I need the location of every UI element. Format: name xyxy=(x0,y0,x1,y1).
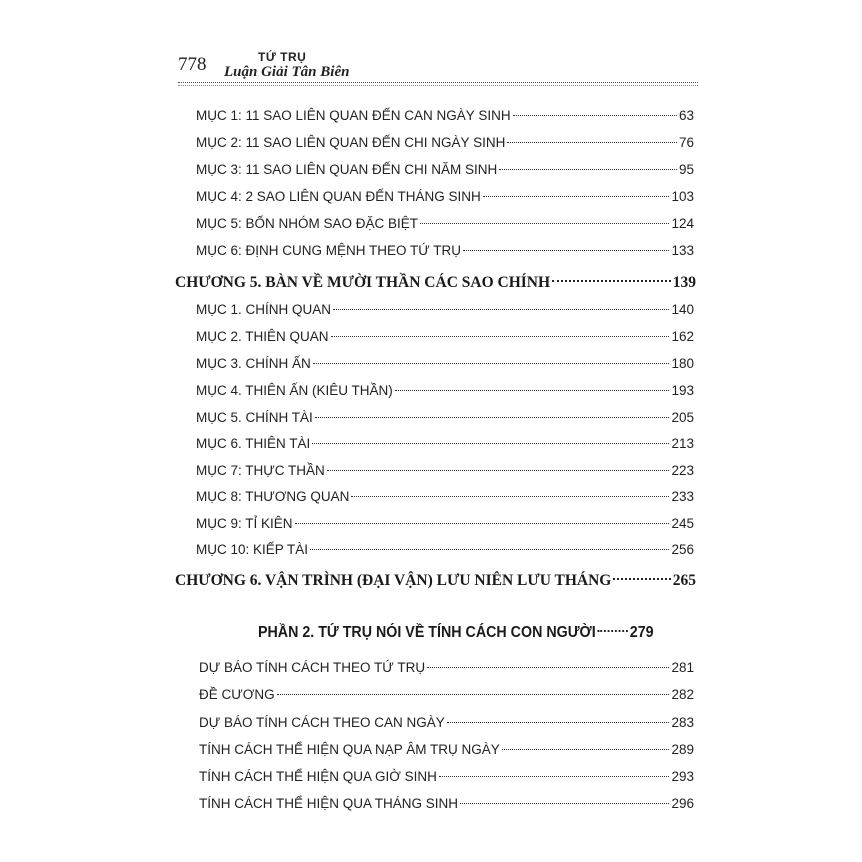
toc-entry-label: MỤC 1. CHÍNH QUAN xyxy=(196,302,332,317)
toc-dot-leader xyxy=(598,630,628,632)
toc-dot-leader xyxy=(351,496,669,497)
toc-entry-label: DỰ BÁO TÍNH CÁCH THEO CAN NGÀY xyxy=(199,715,445,730)
toc-entry xyxy=(199,792,694,816)
toc-dot-leader xyxy=(277,694,670,695)
toc-entry xyxy=(196,379,694,403)
toc-entry xyxy=(196,131,694,155)
toc-entry-page: 193 xyxy=(671,383,694,398)
toc-entry-label: MỤC 6. THIÊN TÀI xyxy=(196,436,311,451)
header-divider xyxy=(178,82,698,83)
toc-entry-page: 282 xyxy=(671,687,694,702)
toc-entry-page: 281 xyxy=(671,660,694,675)
toc-entry xyxy=(196,352,694,376)
toc-dot-leader xyxy=(499,169,677,170)
toc-entry xyxy=(199,711,694,735)
toc-dot-leader xyxy=(502,749,670,750)
toc-dot-leader xyxy=(315,417,670,418)
toc-entry-page: 256 xyxy=(671,542,694,557)
toc-entry-label: MỤC 2. THIÊN QUAN xyxy=(196,329,329,344)
toc-entry-page: 283 xyxy=(671,715,694,730)
toc-entry-label: MỤC 5: BỐN NHÓM SAO ĐẶC BIỆT xyxy=(196,216,419,231)
toc-dot-leader xyxy=(331,336,670,337)
book-title: TỨ TRỤ xyxy=(258,50,307,64)
toc-dot-leader xyxy=(295,523,670,524)
toc-entry-page: 296 xyxy=(671,796,694,811)
toc-entry-page: 205 xyxy=(671,410,694,425)
toc-dot-leader xyxy=(460,803,669,804)
toc-entry-label: MỤC 9: TỈ KIÊN xyxy=(196,516,293,531)
toc-entry-label: MỤC 4. THIÊN ẤN (KIÊU THẦN) xyxy=(196,383,393,398)
toc-dot-leader xyxy=(395,390,670,391)
toc-chapter-label: CHƯƠNG 6. VẬN TRÌNH (ĐẠI VẬN) LƯU NIÊN LƯU THÁNG xyxy=(175,572,612,589)
toc-dot-leader xyxy=(513,115,677,116)
toc-entry-label: MỤC 1: 11 SAO LIÊN QUAN ĐẾN CAN NGÀY SINH xyxy=(196,108,511,123)
toc-entry xyxy=(196,512,694,536)
toc-entry-page: 133 xyxy=(671,243,694,258)
toc-entry-label: MỤC 3: 11 SAO LIÊN QUAN ĐẾN CHI NĂM SINH xyxy=(196,162,498,177)
toc-entry-page: 293 xyxy=(671,769,694,784)
toc-part-page: 279 xyxy=(629,624,654,641)
page-header xyxy=(178,48,698,92)
toc-entry xyxy=(196,158,694,182)
header-divider-secondary xyxy=(178,85,698,86)
toc-dot-leader xyxy=(552,280,671,282)
toc-chapter xyxy=(175,569,696,593)
toc-dot-leader xyxy=(613,578,670,580)
toc-dot-leader xyxy=(312,443,669,444)
toc-dot-leader xyxy=(313,363,670,364)
toc-entry-page: 213 xyxy=(671,436,694,451)
toc-dot-leader xyxy=(310,549,669,550)
toc-entry-page: 180 xyxy=(671,356,694,371)
toc-dot-leader xyxy=(420,223,669,224)
toc-part-label: PHẦN 2. TỨ TRỤ NÓI VỀ TÍNH CÁCH CON NGƯỜI xyxy=(258,624,596,641)
toc-entry-page: 103 xyxy=(671,189,694,204)
toc-entry xyxy=(196,538,694,562)
toc-entry-page: 124 xyxy=(671,216,694,231)
toc-entry xyxy=(196,185,694,209)
toc-dot-leader xyxy=(483,196,670,197)
toc-entry-label: TÍNH CÁCH THỂ HIỆN QUA NẠP ÂM TRỤ NGÀY xyxy=(199,742,500,757)
toc-entry-page: 233 xyxy=(671,489,694,504)
toc-entry xyxy=(199,738,694,762)
toc-entry xyxy=(196,298,694,322)
toc-dot-leader xyxy=(447,722,670,723)
book-subtitle: Luận Giải Tân Biên xyxy=(224,64,350,80)
toc-entry-page: 289 xyxy=(671,742,694,757)
toc-entry xyxy=(196,432,694,456)
toc-entry-page: 223 xyxy=(671,463,694,478)
toc-entry-label: MỤC 2: 11 SAO LIÊN QUAN ĐẾN CHI NGÀY SINH xyxy=(196,135,506,150)
toc-entry xyxy=(196,459,694,483)
toc-dot-leader xyxy=(427,667,669,668)
toc-entry xyxy=(199,656,694,680)
toc-entry-label: MỤC 6: ĐỊNH CUNG MỆNH THEO TỨ TRỤ xyxy=(196,243,462,258)
toc-entry-label: ĐỀ CƯƠNG xyxy=(199,687,275,702)
toc-chapter-page: 139 xyxy=(672,274,696,291)
toc-chapter xyxy=(175,271,696,295)
toc-entry-label: TÍNH CÁCH THỂ HIỆN QUA GIỜ SINH xyxy=(199,769,437,784)
toc-part xyxy=(258,621,654,645)
toc-entry xyxy=(196,485,694,509)
toc-entry xyxy=(196,406,694,430)
toc-entry xyxy=(196,325,694,349)
toc-entry-label: MỤC 3. CHÍNH ẤN xyxy=(196,356,311,371)
toc-dot-leader xyxy=(507,142,677,143)
toc-entry-page: 95 xyxy=(678,162,694,177)
toc-chapter-page: 265 xyxy=(672,572,696,589)
toc-dot-leader xyxy=(333,309,669,310)
toc-entry-label: TÍNH CÁCH THỂ HIỆN QUA THÁNG SINH xyxy=(199,796,459,811)
toc-entry xyxy=(196,104,694,128)
toc-entry-label: MỤC 4: 2 SAO LIÊN QUAN ĐẾN THÁNG SINH xyxy=(196,189,481,204)
toc-entry-label: MỤC 10: KIẾP TÀI xyxy=(196,542,309,557)
toc-entry-page: 140 xyxy=(671,302,694,317)
toc-dot-leader xyxy=(463,250,669,251)
toc-entry-label: MỤC 7: THỰC THẦN xyxy=(196,463,325,478)
toc-entry xyxy=(196,239,694,263)
toc-entry xyxy=(196,212,694,236)
toc-entry-label: DỰ BÁO TÍNH CÁCH THEO TỨ TRỤ xyxy=(199,660,426,675)
toc-dot-leader xyxy=(327,470,670,471)
page-number: 778 xyxy=(178,54,207,75)
toc-entry-page: 162 xyxy=(671,329,694,344)
toc-entry-label: MỤC 8: THƯƠNG QUAN xyxy=(196,489,350,504)
toc-entry-page: 76 xyxy=(678,135,694,150)
toc-entry xyxy=(199,765,694,789)
toc-dot-leader xyxy=(439,776,670,777)
toc-entry-page: 245 xyxy=(671,516,694,531)
toc-entry-page: 63 xyxy=(678,108,694,123)
toc-chapter-label: CHƯƠNG 5. BÀN VỀ MƯỜI THẦN CÁC SAO CHÍNH xyxy=(175,274,551,291)
toc-entry xyxy=(199,683,694,707)
toc-entry-label: MỤC 5. CHÍNH TÀI xyxy=(196,410,313,425)
